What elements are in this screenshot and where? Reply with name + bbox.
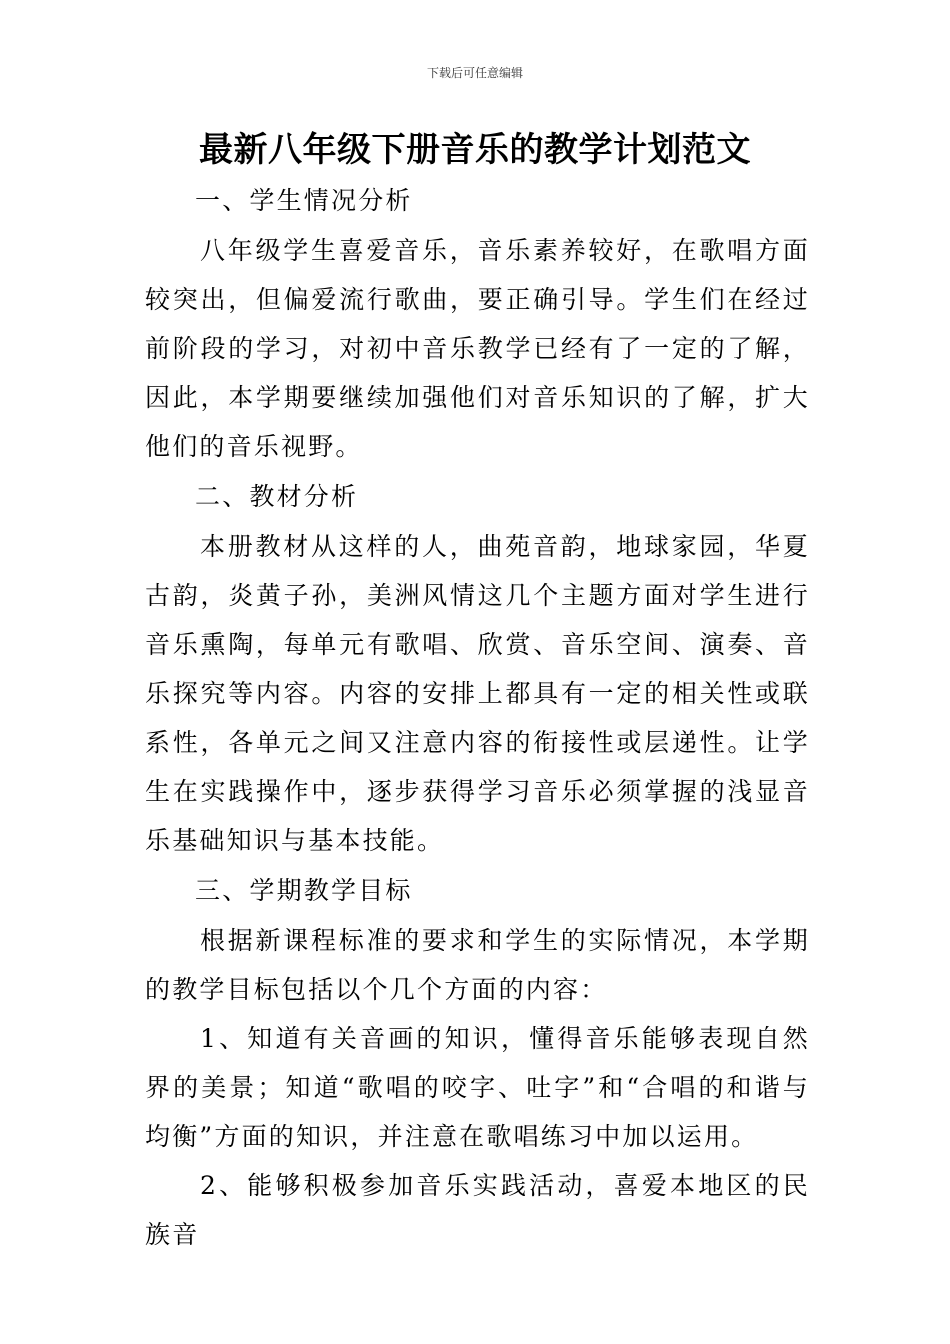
paragraph-student-analysis: 八年级学生喜爱音乐，音乐素养较好，在歌唱方面较突出，但偏爱流行歌曲，要正确引导。学生们在经过前阶段的学习，对初中音乐教学已经有了一定的了解，因此，本学期要继续加强他们对音乐知识的了解，扩大他们的音乐视野。 <box>145 236 810 461</box>
section-heading-semester-goals: 三、学期教学目标 <box>195 876 413 905</box>
paragraph-goal-2: 2、能够积极参加音乐实践活动，喜爱本地区的民族音 <box>145 1171 810 1249</box>
section-heading-textbook-analysis: 二、教材分析 <box>195 482 359 511</box>
document-body <box>145 176 810 1259</box>
paragraph-textbook-analysis: 本册教材从这样的人，曲苑音韵，地球家园，华夏古韵，炎黄子孙，美洲风情这几个主题方面对学生进行音乐熏陶，每单元有歌唱、欣赏、音乐空间、演奏、音乐探究等内容。内容的安排上都具有一定的相关性或联系性，各单元之间又注意内容的衔接性或层递性。让学生在实践操作中，逐步获得学习音乐必须掌握的浅显音乐基础知识与基本技能。 <box>145 532 810 855</box>
document-title: 最新八年级下册音乐的教学计划范文 <box>199 130 751 170</box>
page-header-note: 下载后可任意编辑 <box>426 66 523 80</box>
section-heading-student-analysis: 一、学生情况分析 <box>195 186 413 215</box>
paragraph-goals-intro: 根据新课程标准的要求和学生的实际情况，本学期的教学目标包括以个几个方面的内容： <box>145 926 810 1004</box>
paragraph-goal-1: 1、知道有关音画的知识，懂得音乐能够表现自然界的美景；知道“歌唱的咬字、吐字”和“合唱的和谐与均衡”方面的知识，并注意在歌唱练习中加以运用。 <box>145 1024 810 1151</box>
